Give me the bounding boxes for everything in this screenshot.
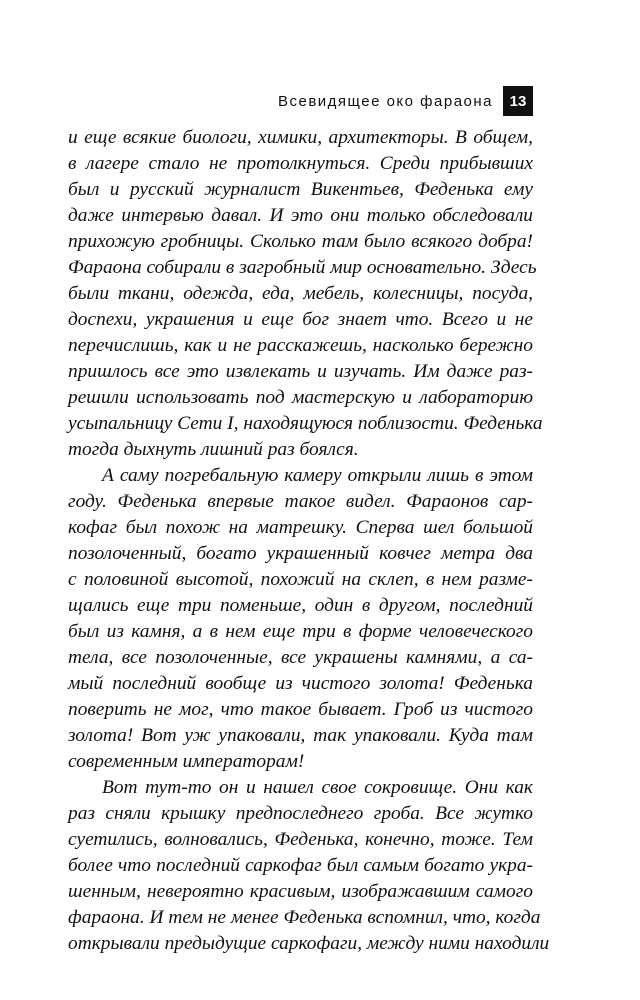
page-number-badge: 13: [503, 86, 533, 116]
paragraph: [68, 125, 543, 463]
text-line: современным императорам!: [68, 751, 305, 772]
text-line: тогда дыхнуть лишний раз боялся.: [68, 439, 359, 460]
text-line: мый последний вообще из чистого золота! Феденька: [68, 673, 533, 694]
text-line: решили использовать под мастерскую и лабораторию: [68, 387, 533, 408]
text-line: усыпальницу Сети I, находящуюся поблизости. Феденька: [68, 413, 543, 434]
text-line: доспехи, украшения и еще бог знает что. Всего и не: [68, 309, 533, 330]
paragraph: [68, 775, 550, 957]
text-line: перечислишь, как и не расскажешь, насколько бережно: [68, 335, 533, 356]
text-line: даже интервью давал. И это они только обследовали: [68, 205, 533, 226]
text-line: пришлось все это извлекать и изучать. Им даже раз-: [68, 361, 533, 382]
text-line: А саму погребальную камеру открыли лишь в этом: [102, 465, 533, 486]
text-line: более что последний саркофаг был самым богато укра-: [68, 855, 533, 876]
running-title: Всевидящее око фараона: [277, 92, 493, 110]
text-line: открывали предыдущие саркофаги, между ними находили: [68, 933, 550, 954]
text-line: позолоченный, богато украшенный ковчег метра два: [68, 543, 533, 564]
text-line: шенным, невероятно красивым, изображавшим самого: [68, 881, 533, 902]
paragraph: [68, 463, 533, 775]
text-line: в лагере стало не протолкнуться. Среди прибывших: [68, 153, 533, 174]
text-line: с половиной высотой, похожий на склеп, в нем разме-: [68, 569, 533, 590]
text-line: раз сняли крышку предпоследнего гроба. Все жутко: [68, 803, 533, 824]
text-line: золота! Вот уж упаковали, так упаковали. Куда там: [68, 725, 533, 746]
text-line: были ткани, одежда, еда, мебель, колесницы, посуда,: [68, 283, 533, 304]
text-line: Фараона собирали в загробный мир основательно. Здесь: [68, 257, 537, 278]
text-line: кофаг был похож на матрешку. Сперва шел большой: [68, 517, 533, 538]
text-line: году. Феденька впервые такое видел. Фараонов сар-: [68, 491, 533, 512]
running-header: [278, 86, 533, 116]
text-line: фараона. И тем не менее Феденька вспомнил, что, когда: [68, 907, 541, 928]
text-line: и еще всякие биологи, химики, архитекторы. В общем,: [68, 127, 533, 148]
text-line: Вот тут-то он и нашел свое сокровище. Они как: [102, 777, 533, 798]
text-line: поверить не мог, что такое бывает. Гроб из чистого: [68, 699, 533, 720]
body-text: [68, 125, 550, 957]
text-line: тела, все позолоченные, все украшены камнями, а са-: [68, 647, 533, 668]
text-line: прихожую гробницы. Сколько там было всякого добра!: [68, 231, 533, 252]
text-line: суетились, волновались, Феденька, конечно, тоже. Тем: [68, 829, 533, 850]
text-line: щались еще три поменьше, один в другом, последний: [68, 595, 533, 616]
text-line: был и русский журналист Викентьев, Феденька ему: [68, 179, 533, 200]
text-line: был из камня, а в нем еще три в форме человеческого: [68, 621, 533, 642]
